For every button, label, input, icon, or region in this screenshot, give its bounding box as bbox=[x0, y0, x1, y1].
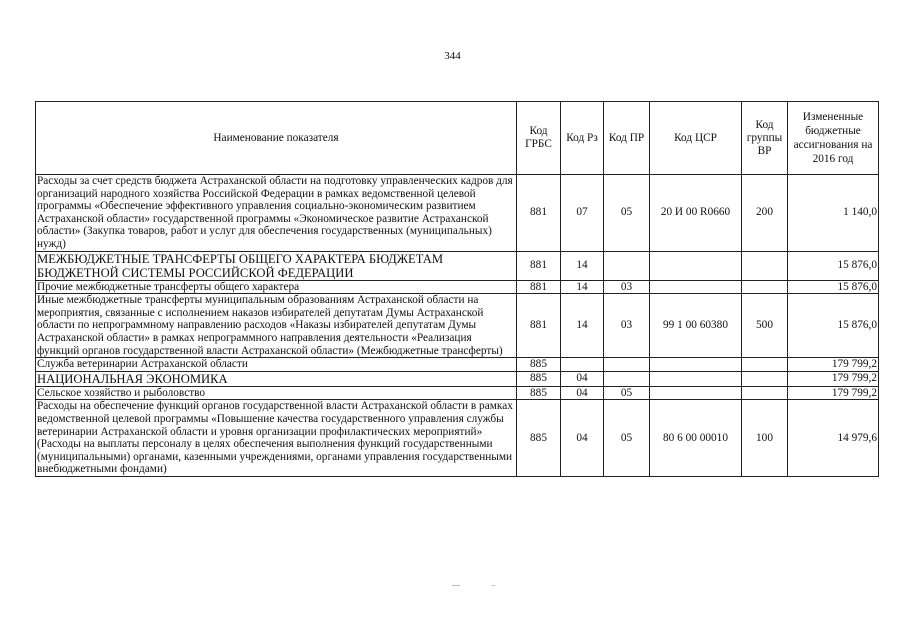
row-grbs: 885 bbox=[517, 371, 561, 386]
budget-allocation-table bbox=[35, 101, 879, 477]
table-row bbox=[36, 251, 879, 280]
row-rz: 04 bbox=[561, 386, 604, 400]
row-csr: 80 6 00 00010 bbox=[650, 400, 742, 477]
header-vr: Код группы ВР bbox=[742, 102, 788, 175]
scan-artifact bbox=[452, 585, 460, 586]
row-rz: 14 bbox=[561, 294, 604, 358]
table-row bbox=[36, 371, 879, 386]
table-row bbox=[36, 358, 879, 372]
row-csr bbox=[650, 386, 742, 400]
row-vr bbox=[742, 251, 788, 280]
row-amount: 15 876,0 bbox=[788, 294, 879, 358]
row-csr bbox=[650, 358, 742, 372]
row-rz: 14 bbox=[561, 251, 604, 280]
page-number: 344 bbox=[444, 50, 461, 62]
row-rz: 14 bbox=[561, 280, 604, 294]
row-grbs: 881 bbox=[517, 175, 561, 252]
row-vr bbox=[742, 358, 788, 372]
row-grbs: 881 bbox=[517, 294, 561, 358]
header-grbs: Код ГРБС bbox=[517, 102, 561, 175]
table-header-row bbox=[36, 102, 879, 175]
row-name: Сельское хозяйство и рыболовство bbox=[36, 386, 517, 400]
row-rz: 07 bbox=[561, 175, 604, 252]
row-rz: 04 bbox=[561, 400, 604, 477]
row-amount: 14 979,6 bbox=[788, 400, 879, 477]
row-amount: 15 876,0 bbox=[788, 251, 879, 280]
row-name: МЕЖБЮДЖЕТНЫЕ ТРАНСФЕРТЫ ОБЩЕГО ХАРАКТЕРА БЮДЖЕТАМ БЮДЖЕТНОЙ СИСТЕМЫ РОССИЙСКОЙ ФЕДЕРАЦИИ bbox=[36, 251, 517, 280]
row-pr: 05 bbox=[604, 400, 650, 477]
row-name: Служба ветеринарии Астраханской области bbox=[36, 358, 517, 372]
row-amount: 1 140,0 bbox=[788, 175, 879, 252]
row-vr bbox=[742, 386, 788, 400]
row-name: Расходы за счет средств бюджета Астраханской области на подготовку управленческих кадров для организаций народного хозяйства Российской Федерации в рамках ведомственной целевой программы «Обеспечение эффективного управления социально-экономическим развитием Астраханской области» государственной программы «Экономическое развитие Астраханской области» (Закупка товаров, работ и услуг для обеспечения государственных (муниципальных) нужд) bbox=[36, 175, 517, 252]
row-name: Иные межбюджетные трансферты муниципальным образованиям Астраханской области на мероприятия, связанные с исполнением наказов избирателей депутатам Думы Астраханской области по непрограммному направлению расходов «Наказы избирателей депутатам Думы Астраханской области» в рамках непрограммного направления деятельности «Реализация функций органов государственной власти Астраханской области» (Межбюджетные трансферты) bbox=[36, 294, 517, 358]
header-csr: Код ЦСР bbox=[650, 102, 742, 175]
table-row bbox=[36, 294, 879, 358]
row-vr: 100 bbox=[742, 400, 788, 477]
row-grbs: 881 bbox=[517, 251, 561, 280]
row-amount: 179 799,2 bbox=[788, 386, 879, 400]
row-csr bbox=[650, 251, 742, 280]
table-row bbox=[36, 280, 879, 294]
row-pr bbox=[604, 358, 650, 372]
row-amount: 179 799,2 bbox=[788, 371, 879, 386]
row-grbs: 885 bbox=[517, 400, 561, 477]
header-amount: Измененные бюджетные ассигнования на 2016 год bbox=[788, 102, 879, 175]
row-vr bbox=[742, 371, 788, 386]
row-grbs: 885 bbox=[517, 358, 561, 372]
header-name: Наименование показателя bbox=[36, 102, 517, 175]
row-grbs: 881 bbox=[517, 280, 561, 294]
row-csr: 20 И 00 R0660 bbox=[650, 175, 742, 252]
row-rz: 04 bbox=[561, 371, 604, 386]
row-pr: 05 bbox=[604, 175, 650, 252]
header-pr: Код ПР bbox=[604, 102, 650, 175]
row-rz bbox=[561, 358, 604, 372]
table-row bbox=[36, 400, 879, 477]
table-row bbox=[36, 386, 879, 400]
row-name: Расходы на обеспечение функций органов государственной власти Астраханской области в рамках ведомственной целевой программы «Повышение качества государственного управления службы ветеринарии Астраханской области и уровня организации профилактических мероприятий» (Расходы на выплаты персоналу в целях обеспечения выполнения функций государственными (муниципальными) органами, казенными учреждениями, органами управления государственными внебюджетными фондами) bbox=[36, 400, 517, 477]
row-vr: 500 bbox=[742, 294, 788, 358]
row-amount: 15 876,0 bbox=[788, 280, 879, 294]
row-csr bbox=[650, 280, 742, 294]
row-name: Прочие межбюджетные трансферты общего характера bbox=[36, 280, 517, 294]
row-pr: 03 bbox=[604, 294, 650, 358]
row-vr bbox=[742, 280, 788, 294]
row-pr: 05 bbox=[604, 386, 650, 400]
row-name: НАЦИОНАЛЬНАЯ ЭКОНОМИКА bbox=[36, 371, 517, 386]
row-vr: 200 bbox=[742, 175, 788, 252]
table-row bbox=[36, 175, 879, 252]
row-grbs: 885 bbox=[517, 386, 561, 400]
row-pr bbox=[604, 251, 650, 280]
header-rz: Код Рз bbox=[561, 102, 604, 175]
row-csr bbox=[650, 371, 742, 386]
scan-artifact bbox=[492, 585, 495, 586]
row-amount: 179 799,2 bbox=[788, 358, 879, 372]
row-csr: 99 1 00 60380 bbox=[650, 294, 742, 358]
row-pr bbox=[604, 371, 650, 386]
row-pr: 03 bbox=[604, 280, 650, 294]
